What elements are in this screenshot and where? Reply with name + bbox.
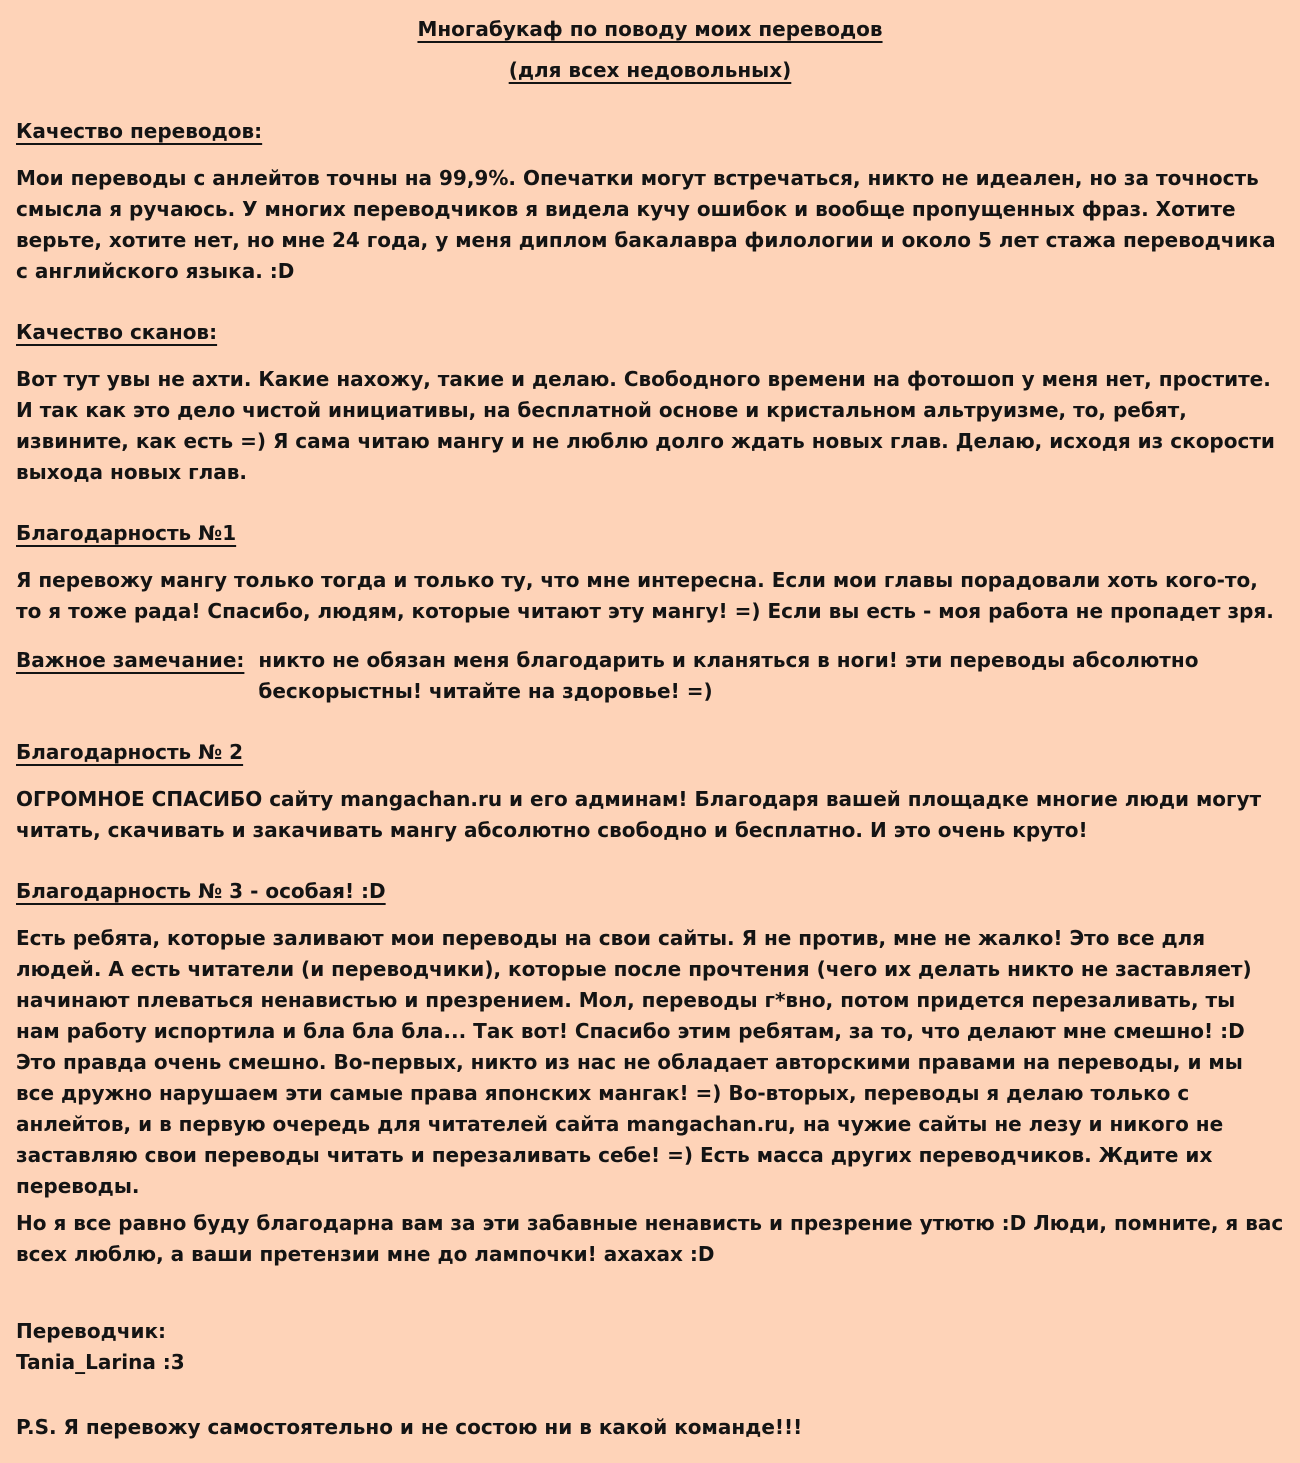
translator-label: Переводчик: — [16, 1319, 167, 1343]
section-gratitude-2-paragraph: ОГРОМНОЕ СПАСИБО сайту mangachan.ru и его админам! Благодаря вашей площадке многие люди могут читать, скачивать и закачивать мангу абсолютно свободно и бесплатно. И это очень круто! — [16, 787, 1262, 842]
section-translation-quality — [16, 116, 1284, 287]
postscript: P.S. Я перевожу самостоятельно и не состою ни в какой команде!!! — [16, 1415, 803, 1439]
important-note-label: Важное замечание: — [16, 648, 245, 672]
important-note-text: никто не обязан меня благодарить и кланяться в ноги! эти переводы абсолютно бескорыстны! читайте на здоровье! =) — [258, 648, 1199, 703]
section-gratitude-1-heading: Благодарность №1 — [16, 521, 237, 545]
section-scan-quality-paragraph: Вот тут увы не ахти. Какие нахожу, такие и делаю. Свободного времени на фотошоп у меня нет, простите. И так как это дело чистой инициативы, на бесплатной основе и кристальном альтруизме, то, ребят, извините, как есть =) Я сама читаю мангу и не люблю долго ждать новых глав. Делаю, исходя из скорости выхода новых глав. — [16, 367, 1275, 484]
section-translation-quality-paragraph: Мои переводы с анлейтов точны на 99,9%. Опечатки могут встречаться, никто не идеален, но за точность смысла я ручаюсь. У многих переводчиков я видела кучу ошибок и вообще пропущенных фраз. Хотите верьте, хотите нет, но мне 24 года, у меня диплом бакалавра филологии и около 5 лет стажа переводчика с английского языка. :D — [16, 166, 1276, 283]
footer — [16, 1316, 1284, 1443]
section-gratitude-3-paragraph-2: Но я все равно буду благодарна вам за эти забавные ненависть и презрение утютю :D Люди, помните, я вас всех люблю, а ваши претензии мне до лампочки! ахахах :D — [16, 1211, 1284, 1266]
title-line-1: Многабукаф по поводу моих переводов — [417, 17, 883, 41]
page-title — [16, 14, 1284, 86]
section-gratitude-3-heading: Благодарность № 3 - особая! :D — [16, 879, 386, 903]
section-gratitude-2 — [16, 737, 1284, 846]
section-translation-quality-heading: Качество переводов: — [16, 119, 263, 143]
section-gratitude-1-paragraph: Я перевожу мангу только тогда и только ту, что мне интересна. Если мои главы порадовали хоть кого-то, то я тоже рада! Спасибо, людям, которые читают эту мангу! =) Если вы есть - моя работа не пропадет зря. — [16, 568, 1274, 623]
section-gratitude-3 — [16, 876, 1284, 1270]
section-scan-quality-heading: Качество сканов: — [16, 320, 218, 344]
section-gratitude-1 — [16, 518, 1284, 627]
important-note — [16, 645, 1284, 707]
section-gratitude-2-heading: Благодарность № 2 — [16, 740, 244, 764]
section-scan-quality — [16, 317, 1284, 488]
title-line-2: (для всех недовольных) — [508, 58, 792, 82]
section-gratitude-3-paragraph-1: Есть ребята, которые заливают мои переводы на свои сайты. Я не против, мне не жалко! Это все для людей. А есть читатели (и переводчики), которые после прочтения (чего их делать никто не заставляет) начинают плеваться ненавистью и презрением. Мол, переводы г*вно, потом придется перезаливать, ты нам работу испортила и бла бла бла... Так вот! Спасибо этим ребятам, за то, что делают мне смешно! :D Это правда очень смешно. Во-первых, никто из нас не обладает авторскими правами на переводы, и мы все дружно нарушаем эти самые права японских мангак! =) Во-вторых, переводы я делаю только с анлейтов, и в первую очередь для читателей сайта mangachan.ru, на чужие сайты не лезу и никого не заставляю свои переводы читать и перезаливать себе! =) Есть масса других переводчиков. Ждите их переводы. — [16, 926, 1252, 1198]
translator-name: Tania_Larina :3 — [16, 1350, 185, 1374]
